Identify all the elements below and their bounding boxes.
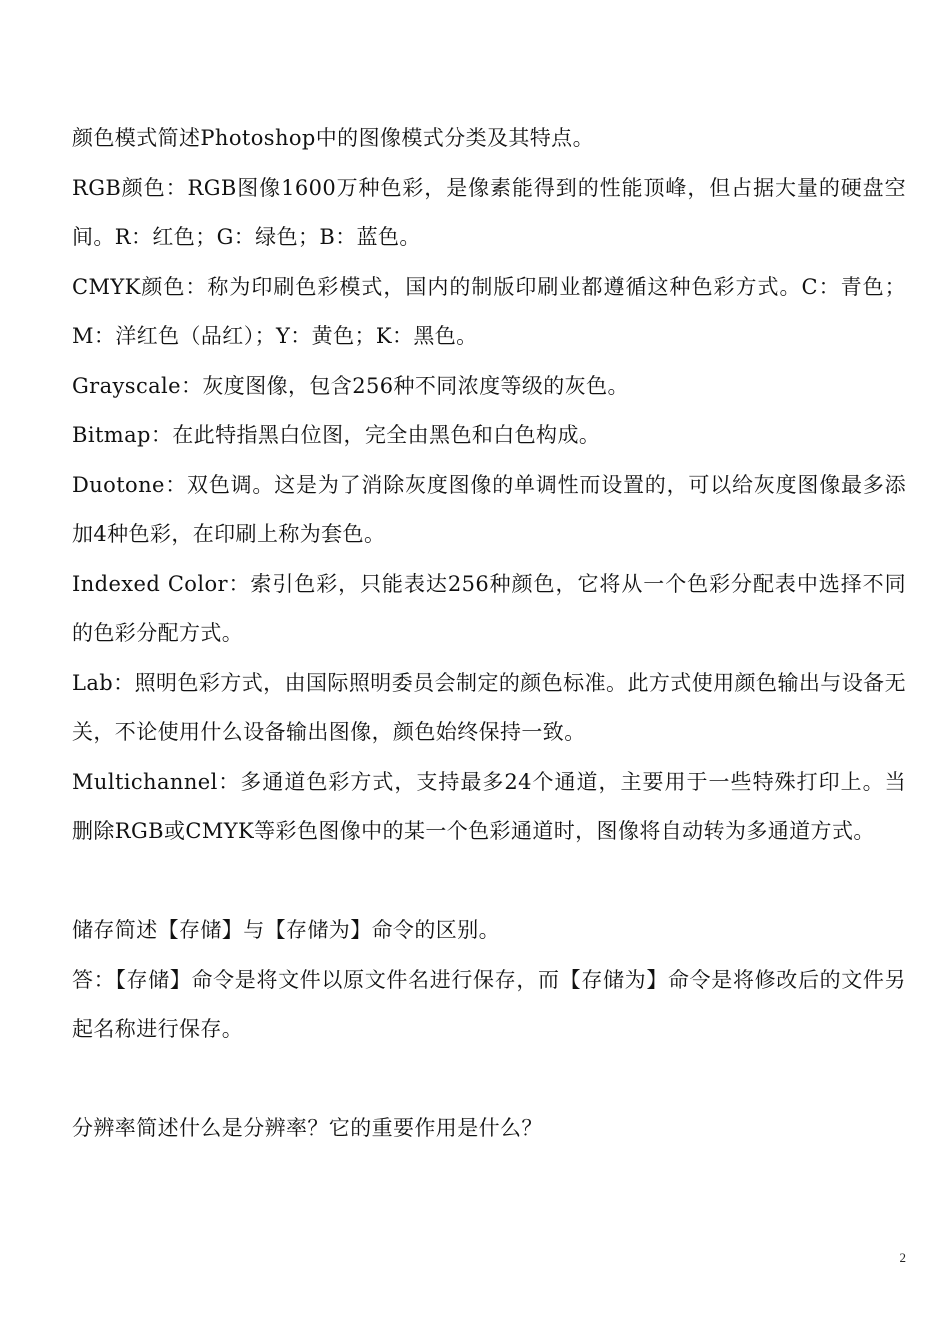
paragraph-cmyk: CMYK颜色：称为印刷色彩模式，国内的制版印刷业都遵循这种色彩方式。C：青色；M：洋红色（品红）；Y：黄色；K：黑色。	[72, 274, 906, 348]
paragraph-rgb: RGB颜色：RGB图像1600万种色彩，是像素能得到的性能顶峰，但占据大量的硬盘空间。R：红色；G：绿色；B：蓝色。	[72, 175, 906, 249]
blank-line	[72, 857, 906, 907]
blank-line	[72, 1055, 906, 1105]
paragraph-multichannel: Multichannel：多通道色彩方式，支持最多24个通道，主要用于一些特殊打印上。当删除RGB或CMYK等彩色图像中的某一个色彩通道时，图像将自动转为多通道方式。	[72, 769, 906, 843]
paragraph-duotone: Duotone：双色调。这是为了消除灰度图像的单调性而设置的，可以给灰度图像最多添加4种色彩，在印刷上称为套色。	[72, 472, 906, 546]
paragraph-indexed-color: Indexed Color：索引色彩，只能表达256种颜色，它将从一个色彩分配表中选择不同的色彩分配方式。	[72, 571, 906, 645]
paragraph-resolution-question: 分辨率简述什么是分辨率？它的重要作用是什么？	[72, 1116, 543, 1140]
page-body	[72, 114, 906, 1154]
paragraph-bitmap: Bitmap：在此特指黑白位图，完全由黑色和白色构成。	[72, 423, 601, 447]
paragraph-grayscale: Grayscale：灰度图像，包含256种不同浓度等级的灰色。	[72, 373, 629, 398]
paragraph-save-question: 储存简述【存储】与【存储为】命令的区别。	[72, 918, 500, 942]
page-number: 2	[899, 1250, 906, 1265]
paragraph-save-answer: 答：【存储】命令是将文件以原文件名进行保存，而【存储为】命令是将修改后的文件另起名称进行保存。	[72, 967, 906, 1041]
paragraph-color-mode-question: 颜色模式简述Photoshop中的图像模式分类及其特点。	[72, 126, 594, 150]
paragraph-lab: Lab：照明色彩方式，由国际照明委员会制定的颜色标准。此方式使用颜色输出与设备无关，不论使用什么设备输出图像，颜色始终保持一致。	[72, 670, 906, 744]
